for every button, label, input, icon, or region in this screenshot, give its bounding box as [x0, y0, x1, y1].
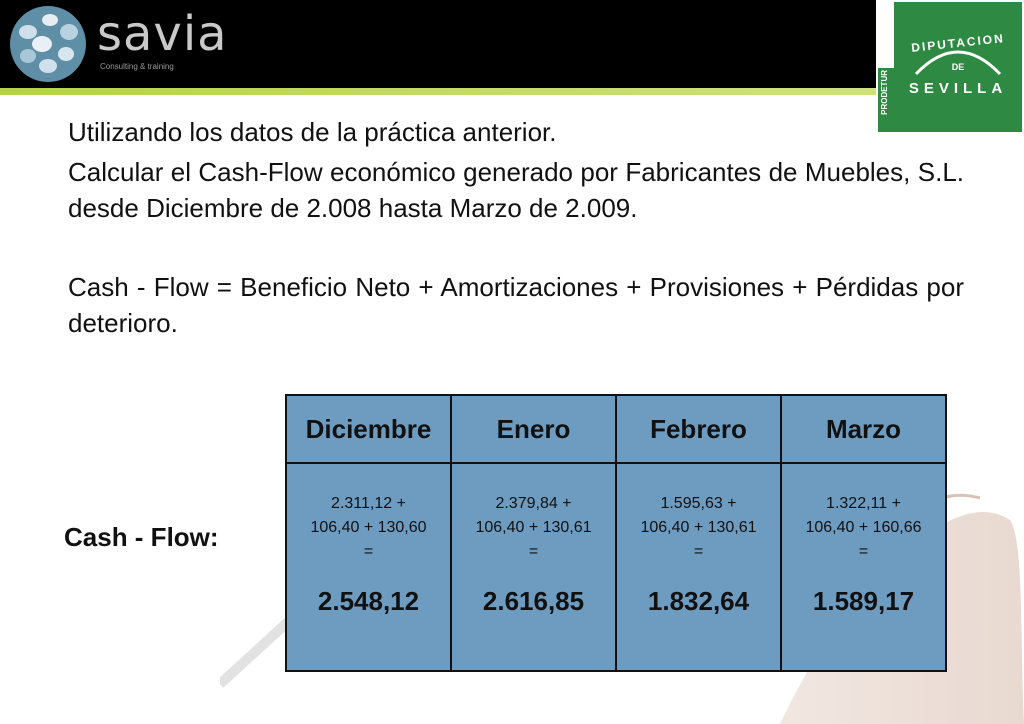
- cashflow-row-label: Cash - Flow:: [64, 522, 219, 552]
- result-marzo: 1.589,17: [812, 586, 915, 616]
- calc-line: =: [693, 543, 704, 560]
- sponsor-line1: DIPUTACION: [910, 31, 1006, 55]
- logo-tagline: Consulting & training: [100, 62, 174, 71]
- calc-line: 1.595,63 +: [660, 495, 737, 512]
- calc-line: 106,40 + 130,61: [640, 519, 757, 536]
- cell-diciembre: [286, 463, 451, 671]
- cashflow-formula: Cash - Flow = Beneficio Neto + Amortizaciones + Provisiones + Pérdidas por deterioro.: [68, 272, 964, 338]
- calc-line: 2.311,12 +: [331, 495, 406, 512]
- sponsor-line3: SEVILLA: [908, 80, 1008, 97]
- cell-marzo: [781, 463, 946, 671]
- header-diciembre: Diciembre: [286, 395, 451, 463]
- calc-line: 1.322,11 +: [826, 495, 901, 512]
- table-row: [286, 463, 946, 671]
- calc-line: 106,40 + 160,66: [805, 519, 922, 536]
- calc-line: =: [528, 543, 539, 560]
- savia-logo-icon: [6, 4, 90, 84]
- cell-febrero: [616, 463, 781, 671]
- cashflow-table: [285, 394, 947, 672]
- diputacion-logo-box: [894, 2, 1022, 132]
- calc-line: =: [363, 543, 374, 560]
- header-enero: Enero: [451, 395, 616, 463]
- header-febrero: Febrero: [616, 395, 781, 463]
- header-bar: [0, 0, 876, 88]
- cell-enero: [451, 463, 616, 671]
- result-enero: 2.616,85: [482, 586, 585, 616]
- result-febrero: 1.832,64: [647, 586, 750, 616]
- calc-line: 106,40 + 130,61: [475, 519, 592, 536]
- logo-text: savia: [97, 6, 228, 62]
- accent-line: [0, 88, 876, 95]
- task-description: Calcular el Cash-Flow económico generado por Fabricantes de Muebles, S.L. desde Diciembre de 2.008 hasta Marzo de 2.009.: [68, 157, 964, 223]
- calc-line: 2.379,84 +: [495, 495, 572, 512]
- calc-marzo: [782, 492, 945, 564]
- instruction-line: Utilizando los datos de la práctica anterior.: [68, 117, 557, 147]
- prodetur-label: PRODETUR: [880, 70, 889, 115]
- sponsor-line2: DE: [951, 62, 965, 72]
- result-diciembre: 2.548,12: [317, 586, 420, 616]
- calc-diciembre: [287, 492, 450, 564]
- calc-enero: [452, 492, 615, 564]
- table-header-row: [286, 395, 946, 463]
- header-marzo: Marzo: [781, 395, 946, 463]
- calc-febrero: [617, 492, 780, 564]
- calc-line: =: [858, 543, 869, 560]
- calc-line: 106,40 + 130,60: [310, 519, 427, 536]
